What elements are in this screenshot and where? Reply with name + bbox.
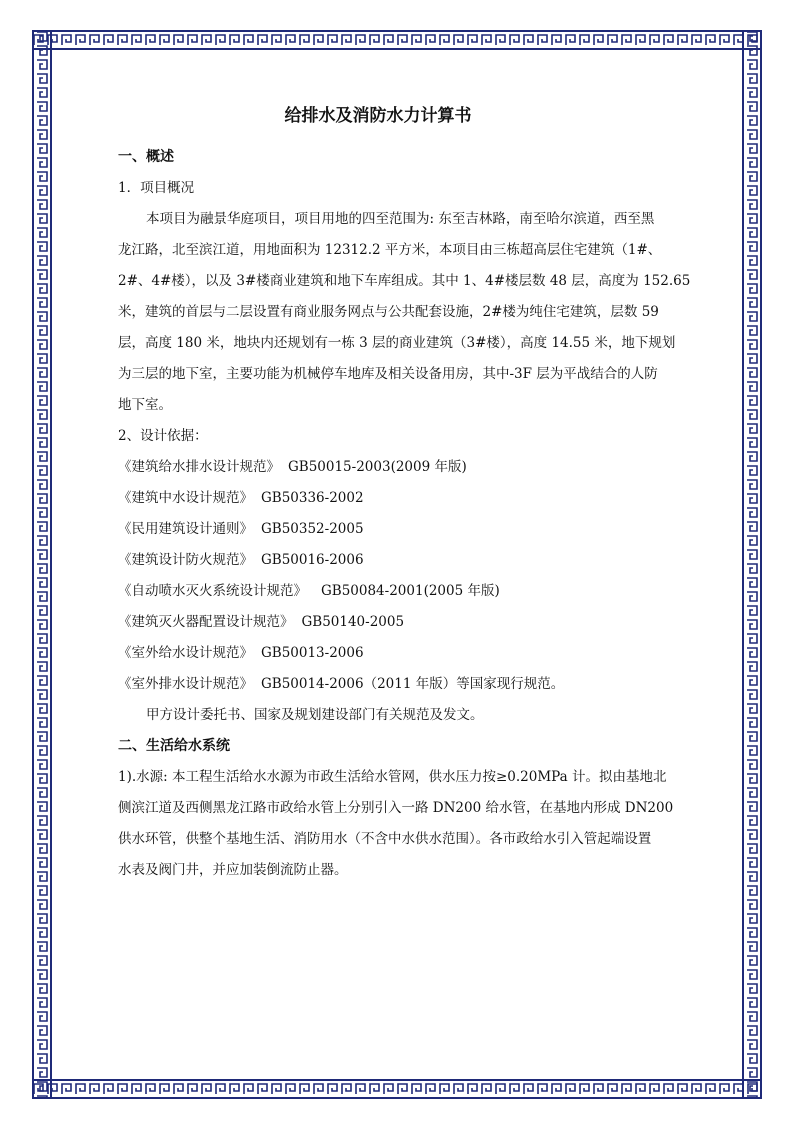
decorative-border-bottom [32, 1079, 762, 1099]
paragraph-line: 水表及阀门井，并应加装倒流防止器。 [118, 862, 348, 878]
reference-code: GB50013-2006 [261, 645, 364, 661]
reference-item [118, 638, 682, 669]
decorative-border-right [742, 30, 762, 1099]
reference-code: GB50140-2005 [301, 614, 405, 630]
reference-name: 《民用建筑设计通则》 [118, 521, 253, 537]
reference-item [118, 483, 682, 514]
section-heading-domestic-water: 二、生活给水系统 [118, 738, 230, 754]
subheading-design-basis: 2、设计依据： [118, 428, 208, 444]
design-basis-closing: 甲方设计委托书、国家及规划建设部门有关规范及发文。 [146, 707, 484, 723]
decorative-border-left [32, 30, 52, 1099]
reference-item [118, 514, 682, 545]
decorative-border-top [32, 30, 762, 50]
paragraph-line: 1).水源: 本工程生活给水水源为市政生活给水管网，供水压力按≥0.20MPa 计。拟由基地北 [118, 769, 667, 785]
project-overview-paragraph [118, 204, 691, 421]
subheading-project-overview: 1．项目概况 [118, 180, 195, 196]
document-body [118, 100, 691, 886]
reference-code: GB50015-2003(2009 年版) [288, 459, 467, 475]
water-source-paragraph [118, 762, 682, 886]
paragraph-line: 龙江路，北至滨江道，用地面积为 12312.2 平方米，本项目由三栋超高层住宅建筑（1#、 [118, 242, 662, 258]
reference-name: 《自动喷水灭火系统设计规范》 [118, 583, 307, 599]
section-heading-overview: 一、概述 [118, 149, 174, 165]
paragraph-line: 米，建筑的首层与二层设置有商业服务网点与公共配套设施，2#楼为纯住宅建筑，层数 59 [118, 304, 659, 320]
paragraph-line: 层，高度 180 米，地块内还规划有一栋 3 层的商业建筑（3#楼），高度 14.55 米，地下规划 [118, 335, 676, 351]
reference-item [118, 452, 682, 483]
reference-code: GB50352-2005 [261, 521, 364, 537]
paragraph-line: 供水环管，供整个基地生活、消防用水（不含中水供水范围）。各市政给水引入管起端设置 [118, 831, 652, 847]
paragraph-line: 为三层的地下室，主要功能为机械停车地库及相关设备用房，其中-3F 层为平战结合的人防 [118, 366, 658, 382]
paragraph-line: 2#、4#楼），以及 3#楼商业建筑和地下车库组成。其中 1、4#楼层数 48 层，高度为 152.65 [118, 273, 691, 289]
paragraph-line: 地下室。 [118, 397, 172, 413]
reference-code: GB50084-2001(2005 年版) [321, 583, 500, 599]
reference-item [118, 669, 682, 700]
paragraph-line: 本项目为融景华庭项目，项目用地的四至范围为: 东至吉林路，南至哈尔滨道，西至黑 [146, 211, 655, 227]
reference-name: 《建筑灭火器配置设计规范》 [118, 614, 294, 630]
reference-name: 《建筑中水设计规范》 [118, 490, 253, 506]
reference-item [118, 545, 682, 576]
reference-code: GB50014-2006（2011 年版）等国家现行规范。 [261, 676, 565, 692]
document-title: 给排水及消防水力计算书 [284, 106, 472, 126]
reference-list [118, 452, 682, 700]
reference-name: 《室外排水设计规范》 [118, 676, 253, 692]
reference-item [118, 576, 682, 607]
paragraph-line: 侧滨江道及西侧黑龙江路市政给水管上分别引入一路 DN200 给水管，在基地内形成 DN200 [118, 800, 674, 816]
reference-code: GB50336-2002 [261, 490, 364, 506]
reference-name: 《室外给水设计规范》 [118, 645, 253, 661]
reference-name: 《建筑设计防火规范》 [118, 552, 253, 568]
reference-item [118, 607, 682, 638]
reference-name: 《建筑给水排水设计规范》 [118, 459, 280, 475]
reference-code: GB50016-2006 [261, 552, 364, 568]
